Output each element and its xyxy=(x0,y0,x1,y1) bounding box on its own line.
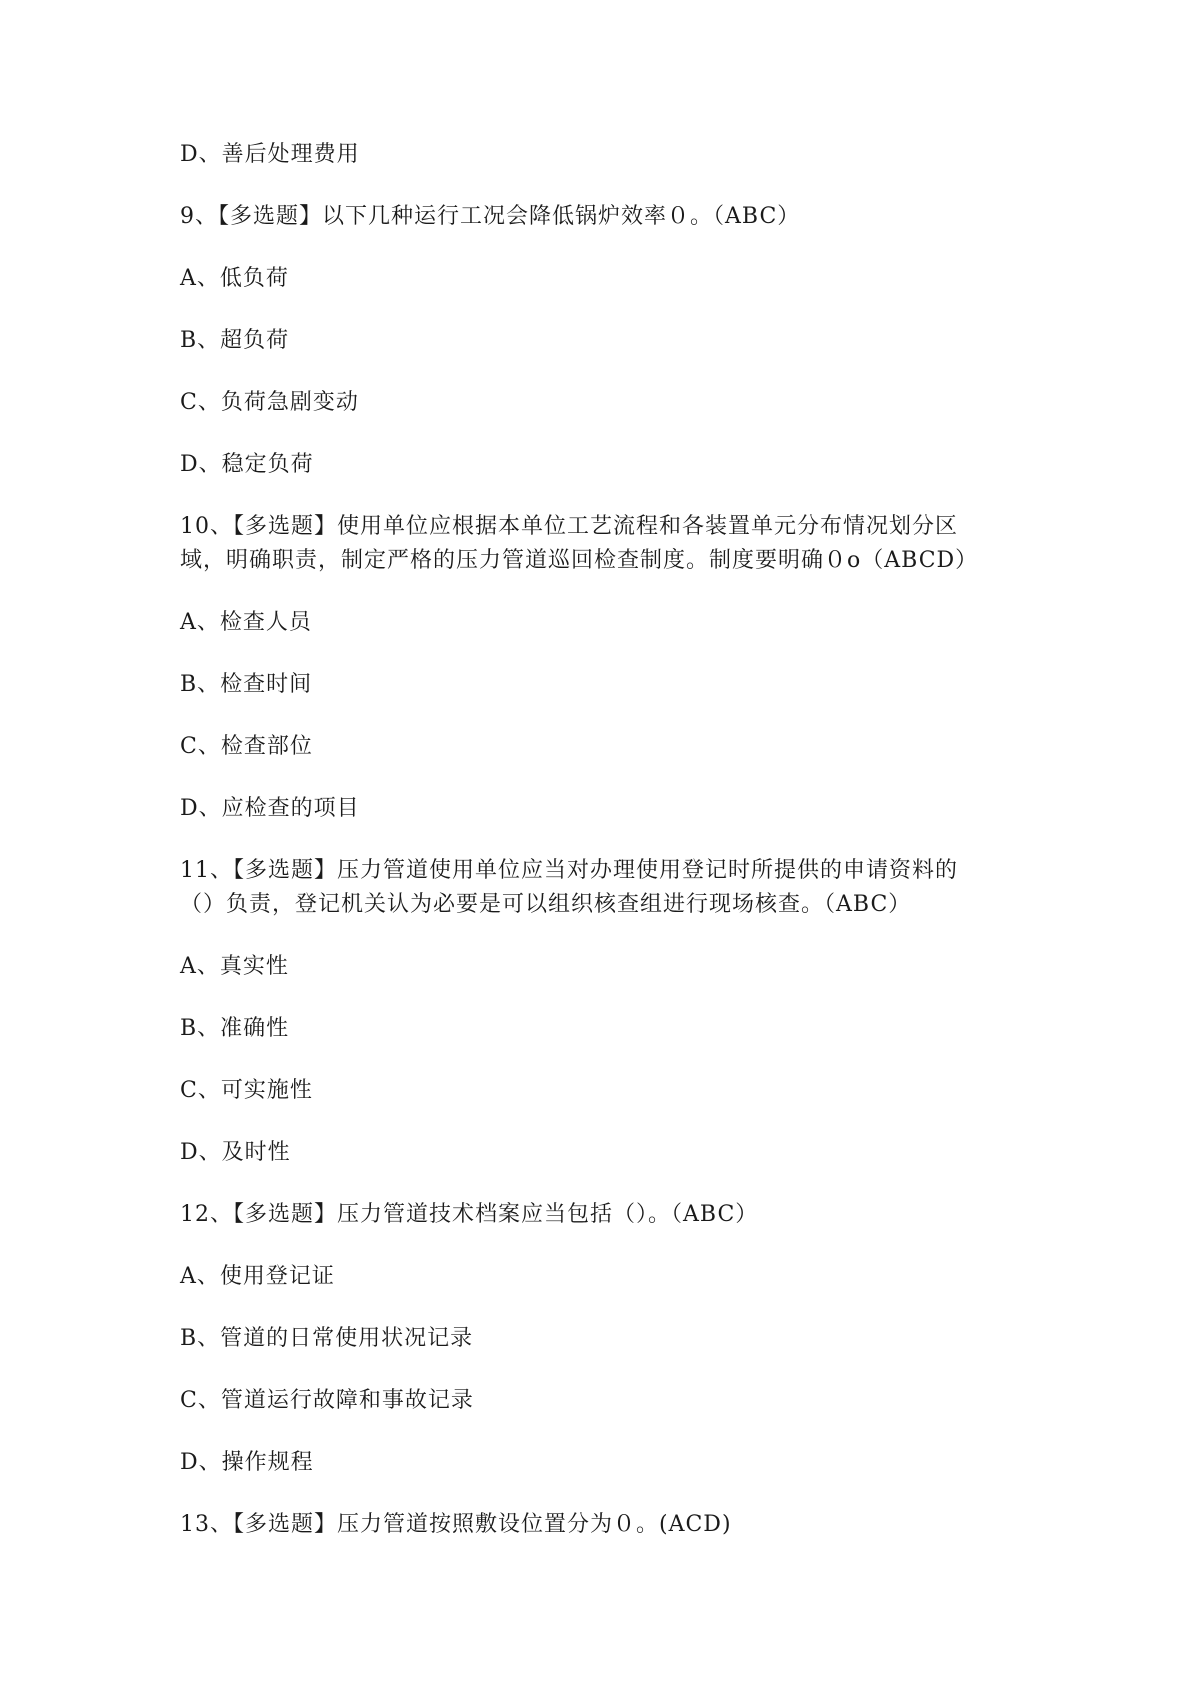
option-line: B、准确性 xyxy=(180,1016,290,1041)
option-line: C、管道运行故障和事故记录 xyxy=(180,1388,474,1413)
option-line: D、善后处理费用 xyxy=(180,142,360,167)
option-line: A、低负荷 xyxy=(180,266,289,291)
question-line: 12、【多选题】压力管道技术档案应当包括（）。（ABC） xyxy=(180,1202,759,1227)
option-line: A、真实性 xyxy=(180,954,289,979)
option-line: B、管道的日常使用状况记录 xyxy=(180,1326,474,1351)
option-line: D、应检查的项目 xyxy=(180,796,360,821)
question-line: 10、【多选题】使用单位应根据本单位工艺流程和各装置单元分布情况划分区 xyxy=(180,514,958,539)
question-line: 9、【多选题】以下几种运行工况会降低锅炉效率０。（ABC） xyxy=(180,204,801,229)
question-line: 11、【多选题】压力管道使用单位应当对办理使用登记时所提供的申请资料的 xyxy=(180,858,958,883)
option-line: B、检查时间 xyxy=(180,672,313,697)
question-line: 13、【多选题】压力管道按照敷设位置分为０。(ACD) xyxy=(180,1512,732,1537)
question-line-continued: 域，明确职责，制定严格的压力管道巡回检查制度。制度要明确０o（ABCD） xyxy=(180,548,979,573)
option-line: B、超负荷 xyxy=(180,328,290,353)
option-line: A、使用登记证 xyxy=(180,1264,335,1289)
option-line: C、检查部位 xyxy=(180,734,313,759)
question-line-continued: （）负责，登记机关认为必要是可以组织核查组进行现场核查。（ABC） xyxy=(180,892,912,917)
option-line: D、及时性 xyxy=(180,1140,291,1165)
option-line: D、稳定负荷 xyxy=(180,452,314,477)
option-line: C、负荷急剧变动 xyxy=(180,390,359,415)
option-line: D、操作规程 xyxy=(180,1450,314,1475)
option-line: C、可实施性 xyxy=(180,1078,313,1103)
option-line: A、检查人员 xyxy=(180,610,312,635)
